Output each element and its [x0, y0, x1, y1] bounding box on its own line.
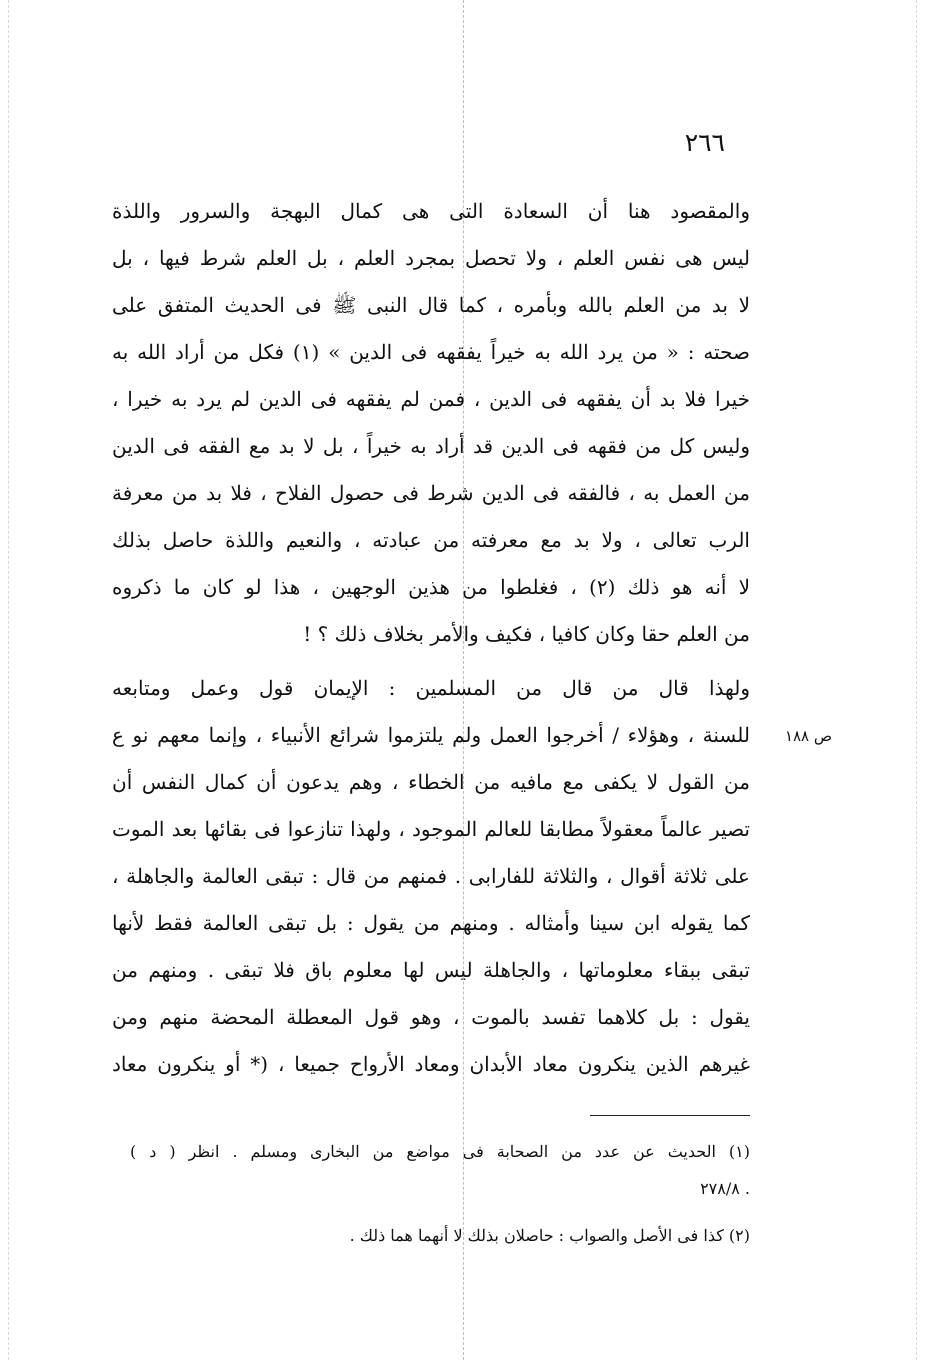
- page-number: ٢٦٦: [684, 128, 725, 157]
- paragraph-2: [112, 665, 750, 1088]
- text-line: لا أنه هو ذلك (٢) ، فغلطوا من هذين الوجهين ، هذا لو كان ما ذكروه: [112, 575, 750, 599]
- margin-page-reference: ص ١٨٨: [784, 727, 832, 745]
- footnotes: [130, 1133, 750, 1264]
- paragraph-1: [112, 188, 750, 658]
- text-line: لا بد من العلم بالله وبأمره ، كما قال النبى ﷺ فى الحديث المتفق على: [112, 293, 750, 317]
- footnote-line: . ٢٧٨/٨: [700, 1179, 750, 1198]
- text-line: من القول لا يكفى مع مافيه من الخطاء ، وهم يدعون أن كمال النفس أن: [112, 770, 750, 794]
- text-line: للسنة ، وهؤلاء / أخرجوا العمل ولم يلتزموا شرائع الأنبياء ، وإنما معهم نو ع: [112, 723, 750, 747]
- right-guide-line: [916, 0, 917, 1360]
- text-line: وليس كل من فقهه فى الدين قد أراد به خيراً ، بل لا بد مع الفقه فى الدين: [112, 434, 750, 458]
- text-line: كما يقوله ابن سينا وأمثاله . ومنهم من يقول : بل تبقى العالمة فقط لأنها: [112, 911, 750, 935]
- text-line: غيرهم الذين ينكرون معاد الأبدان ومعاد الأرواح جميعا ، (* أو ينكرون معاد: [112, 1052, 750, 1076]
- footnote-1: [130, 1133, 750, 1207]
- text-line: صحته : « من يرد الله به خيراً يفقهه فى الدين » (١) فكل من أراد الله به: [112, 340, 750, 364]
- footnote-line: (١) الحديث عن عدد من الصحابة فى مواضع من البخارى ومسلم . انظر ( د ): [130, 1142, 750, 1161]
- left-guide-line: [8, 0, 9, 1360]
- text-line: من العمل به ، فالفقه فى الدين شرط فى حصول الفلاح ، فلا بد من معرفة: [112, 481, 750, 505]
- footnote-line: (٢) كذا فى الأصل والصواب : حاصلان بذلك لا أنهما هما ذلك .: [349, 1226, 750, 1245]
- text-line: والمقصود هنا أن السعادة التى هى كمال البهجة والسرور واللذة: [112, 199, 750, 223]
- text-line: ليس هى نفس العلم ، ولا تحصل بمجرد العلم ، بل العلم شرط فيها ، بل: [112, 246, 750, 270]
- footnote-2: [130, 1217, 750, 1254]
- text-line: من العلم حقا وكان كافيا ، فكيف والأمر بخلاف ذلك ؟ !: [303, 622, 750, 646]
- text-line: خيرا فلا بد أن يفقهه فى الدين ، فمن لم يفقهه فى الدين لم يرد به خيرا ،: [112, 387, 750, 411]
- text-line: الرب تعالى ، ولا بد مع معرفته من عبادته ، والنعيم واللذة حاصل بذلك: [112, 528, 750, 552]
- text-line: تصير عالماً معقولاً مطابقا للعالم الموجود ، ولهذا تنازعوا فى بقائها بعد الموت: [112, 817, 750, 841]
- text-line: على ثلاثة أقوال ، والثلاثة للفارابى . فمنهم من قال : تبقى العالمة والجاهلة ،: [112, 864, 750, 888]
- text-line: يقول : بل كلاهما تفسد بالموت ، وهو قول المعطلة المحضة منهم ومن: [112, 1005, 750, 1029]
- text-line: تبقى ببقاء معلوماتها ، والجاهلة ليس لها معلوم باق فلا تبقى . ومنهم من: [112, 958, 750, 982]
- footnote-divider: [590, 1115, 750, 1116]
- text-line: ولهذا قال من قال من المسلمين : الإيمان قول وعمل ومتابعه: [112, 676, 750, 700]
